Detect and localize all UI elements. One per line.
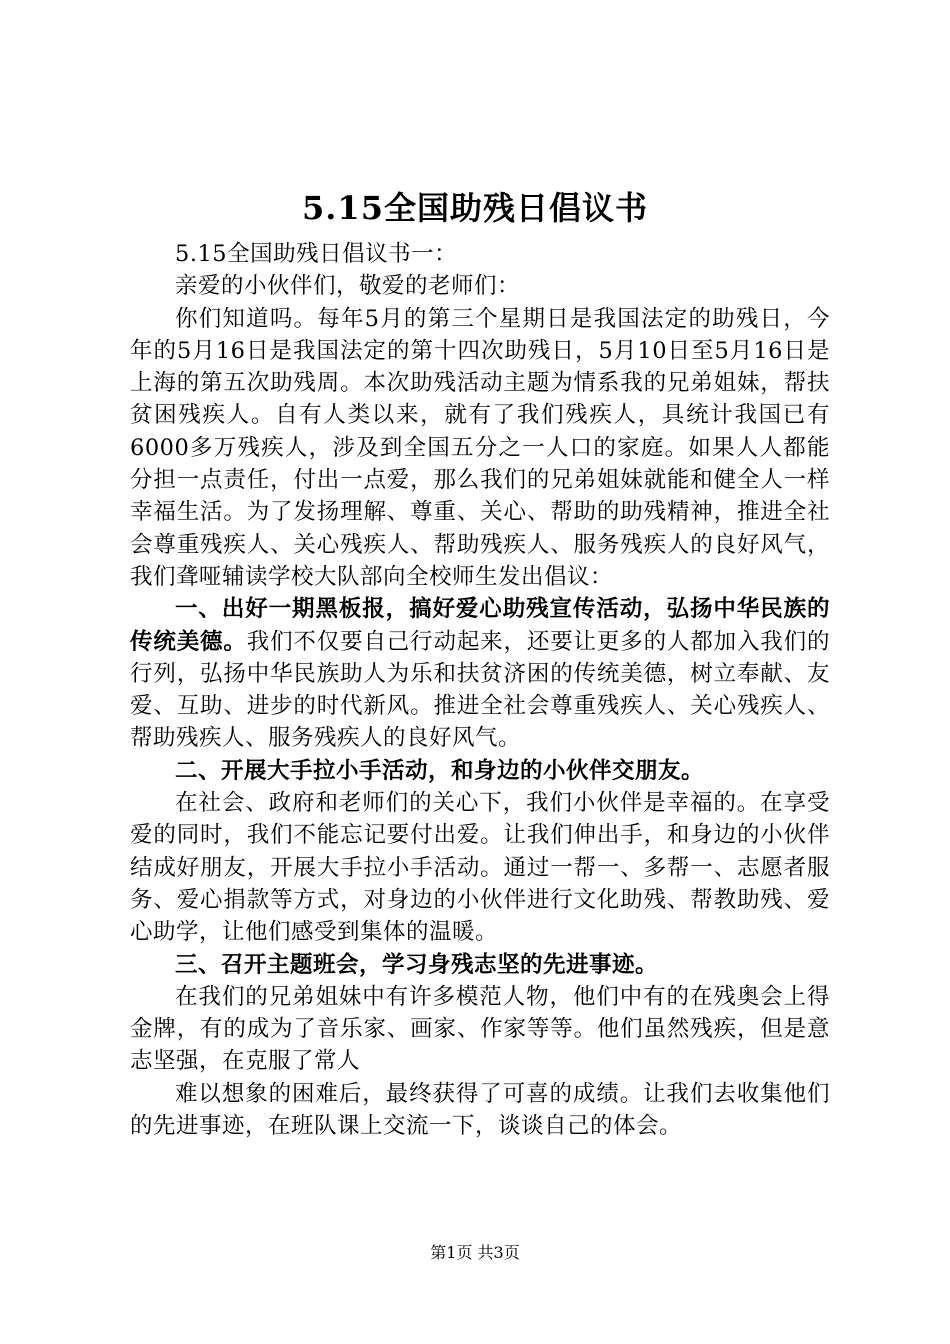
point3-body-a: 在我们的兄弟姐妹中有许多模范人物，他们中有的在残奥会上得金牌，有的成为了音乐家、画家、作家等等。他们虽然残疾，但是意志坚强，在克服了常人 [130,983,830,1075]
point2-body: 在社会、政府和老师们的关心下，我们小伙伴是幸福的。在享受爱的同时，我们不能忘记要付出爱。让我们伸出手，和身边的小伙伴结成好朋友，开展大手拉小手活动。通过一帮一、多帮一、志愿者服务、爱心捐款等方式，对身边的小伙伴进行文化助残、帮教助残、爱心助学，让他们感受到集体的温暖。 [130,790,830,946]
point1-paragraph [130,593,830,754]
page-footer: 第1页 共3页 [430,1243,520,1262]
intro-paragraph: 你们知道吗。每年5月的第三个星期日是我国法定的助残日，今年的5月16日是我国法定的第十四次助残日，5月10日至5月16日是上海的第五次助残周。本次助残活动主题为情系我的兄弟姐妹，帮扶贫困残疾人。自有人类以来，就有了我们残疾人，具统计我国已有6000多万残疾人，涉及到全国五分之一人口的家庭。如果人人都能分担一点责任，付出一点爱，那么我们的兄弟姐妹就能和健全人一样幸福生活。为了发扬理解、尊重、关心、帮助的助残精神，推进全社会尊重残疾人、关心残疾人、帮助残疾人、服务残疾人的良好风气，我们聋哑辅读学校大队部向全校师生发出倡议： [130,305,830,590]
salutation: 亲爱的小伙伴们，敬爱的老师们： [175,273,521,300]
subtitle-line: 5.15全国助残日倡议书一： [175,241,458,267]
document-body [130,238,830,1142]
document-title: 5.15全国助残日倡议书 [302,189,648,227]
point1-body: 我们不仅要自己行动起来，还要让更多的人都加入我们的行列，弘扬中华民族助人为乐和扶贫济困的传统美德，树立奉献、友爱、互助、进步的时代新风。推进全社会尊重残疾人、关心残疾人、帮助残疾人、服务残疾人的良好风气。 [130,628,830,752]
point3-heading: 三、召开主题班会，学习身残志坚的先进事迹。 [175,951,659,978]
point3-body-b: 难以想象的困难后，最终获得了可喜的成绩。让我们去收集他们的先进事迹，在班队课上交流一下，谈谈自己的体会。 [130,1080,830,1140]
point2-heading: 二、开展大手拉小手活动，和身边的小伙伴交朋友。 [175,757,705,784]
point1-heading: 一、出好一期黑板报，搞好爱心助残宣传活动，弘扬中华民族的传统美德。 [130,596,830,655]
